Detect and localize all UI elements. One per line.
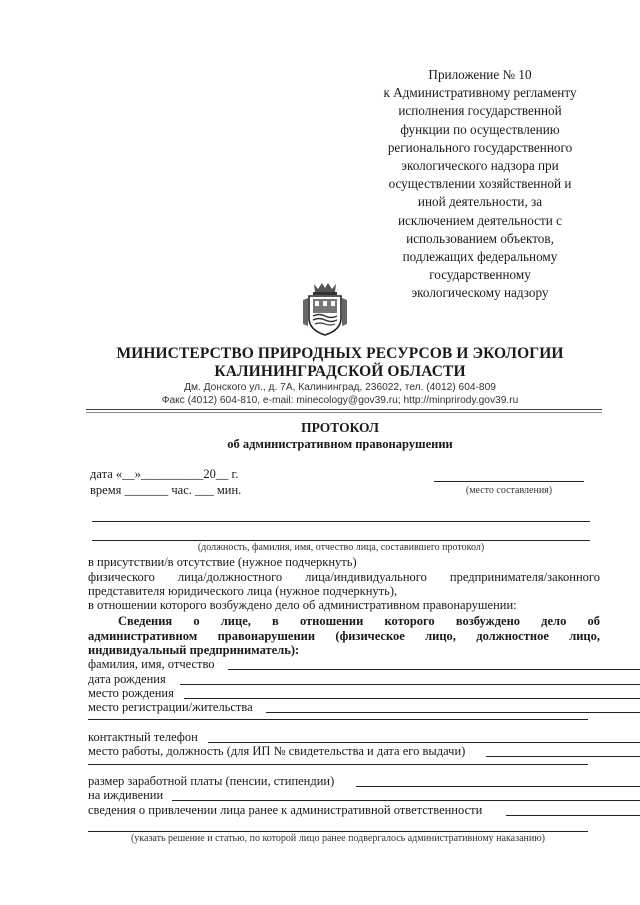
- header-divider: [86, 409, 602, 410]
- appendix-line: Приложение № 10: [428, 67, 532, 82]
- appendix-line: экологическому надзору: [411, 285, 549, 301]
- appendix-line: подлежащих федеральному: [402, 249, 558, 265]
- person-type-line1: физического лица/должностного лица/индивидуального предпринимателя/законного: [88, 570, 600, 584]
- appendix-line: исполнения государственной: [398, 103, 562, 119]
- contacts-line: Факс (4012) 604-810, e-mail: minecology@gov39.ru; http://minprirody.gov39.ru: [161, 395, 519, 406]
- field-prior: [88, 803, 600, 818]
- prior-underline-2: [88, 831, 588, 832]
- birth-place-underline: [184, 698, 640, 699]
- field-phone: [88, 730, 600, 745]
- appendix-line: использованием объектов,: [406, 230, 554, 246]
- presence-text: в присутствии/в отсутствие (нужное подчеркнуть): [88, 555, 357, 569]
- appendix-line: государственному: [429, 267, 531, 283]
- header-divider-thin: [86, 412, 602, 413]
- work-underline: [486, 756, 640, 757]
- prior-underline: [506, 815, 640, 816]
- place-underline: [434, 481, 584, 482]
- field-birth-place-label: место рождения: [88, 686, 174, 700]
- field-registration-label: место регистрации/жительства: [88, 700, 253, 714]
- info-heading-line2: административном правонарушении (физическое лицо, должностное лицо,: [88, 629, 600, 643]
- dependents-underline: [172, 800, 640, 801]
- field-registration: [88, 700, 600, 715]
- time-field: время _______ час. ___ мин.: [90, 483, 242, 497]
- protocol-title: ПРОТОКОЛ: [301, 420, 379, 435]
- appendix-line: регионального государственного: [387, 139, 573, 155]
- appendix-line: экологического надзора при: [401, 158, 559, 174]
- field-birth-place: [88, 686, 600, 701]
- ministry-name-line2: КАЛИНИНГРАДСКОЙ ОБЛАСТИ: [214, 363, 466, 380]
- field-fio: [88, 657, 600, 672]
- field-birth-date-label: дата рождения: [88, 672, 166, 686]
- official-underline-1: [92, 521, 590, 522]
- person-type-line2: представителя юридического лица (нужное подчеркнуть),: [88, 584, 398, 598]
- place-caption: (место составления): [465, 485, 553, 496]
- appendix-line: исключением деятельности с: [398, 212, 562, 228]
- footer-caption: (указать решение и статью, по которой лицо ранее подвергалось административному наказанию): [130, 833, 546, 844]
- phone-underline: [208, 742, 640, 743]
- appendix-line: иной деятельности, за: [417, 194, 543, 210]
- ministry-name: [60, 345, 620, 381]
- fio-underline: [228, 669, 640, 670]
- salary-underline: [356, 786, 640, 787]
- info-heading-line3: индивидуальный предприниматель):: [88, 643, 300, 657]
- appendix-header: [360, 66, 600, 303]
- work-underline-2: [88, 764, 588, 765]
- info-heading-line1: Сведения о лице, в отношении которого возбуждено дело об: [118, 614, 600, 628]
- field-salary-label: размер заработной платы (пенсии, стипендии): [88, 774, 335, 788]
- official-caption: (должность, фамилия, имя, отчество лица, составившего протокол): [197, 542, 485, 553]
- field-work: [88, 744, 600, 759]
- ministry-address: [60, 381, 620, 407]
- ministry-name-line1: МИНИСТЕРСТВО ПРИРОДНЫХ РЕСУРСОВ И ЭКОЛОГИИ: [116, 345, 564, 362]
- appendix-line: осуществлении хозяйственной и: [388, 176, 572, 192]
- official-underline-2: [92, 540, 590, 541]
- address-line: Дм. Донского ул., д. 7А, Калининград, 236022, тел. (4012) 604-809: [184, 382, 496, 393]
- field-dependents: [88, 788, 600, 803]
- field-phone-label: контактный телефон: [88, 730, 198, 744]
- field-prior-label: сведения о привлечении лица ранее к административной ответственности: [88, 803, 483, 817]
- registration-underline-2: [88, 719, 588, 720]
- field-fio-label: фамилия, имя, отчество: [88, 657, 215, 671]
- field-birth-date: [88, 672, 600, 687]
- date-field: дата «__»__________20__ г.: [90, 467, 239, 481]
- coat-of-arms-icon: [300, 280, 350, 338]
- appendix-line: к Административному регламенту: [383, 85, 577, 101]
- case-line: в отношении которого возбуждено дело об административном правонарушении:: [88, 598, 517, 612]
- registration-underline: [266, 712, 640, 713]
- field-dependents-label: на иждивении: [88, 788, 164, 802]
- field-work-label: место работы, должность (для ИП № свидетельства и дата его выдачи): [88, 744, 466, 758]
- birth-date-underline: [180, 684, 640, 685]
- protocol-subtitle: об административном правонарушении: [227, 437, 453, 451]
- appendix-line: функции по осуществлению: [400, 121, 560, 137]
- field-salary: [88, 774, 600, 789]
